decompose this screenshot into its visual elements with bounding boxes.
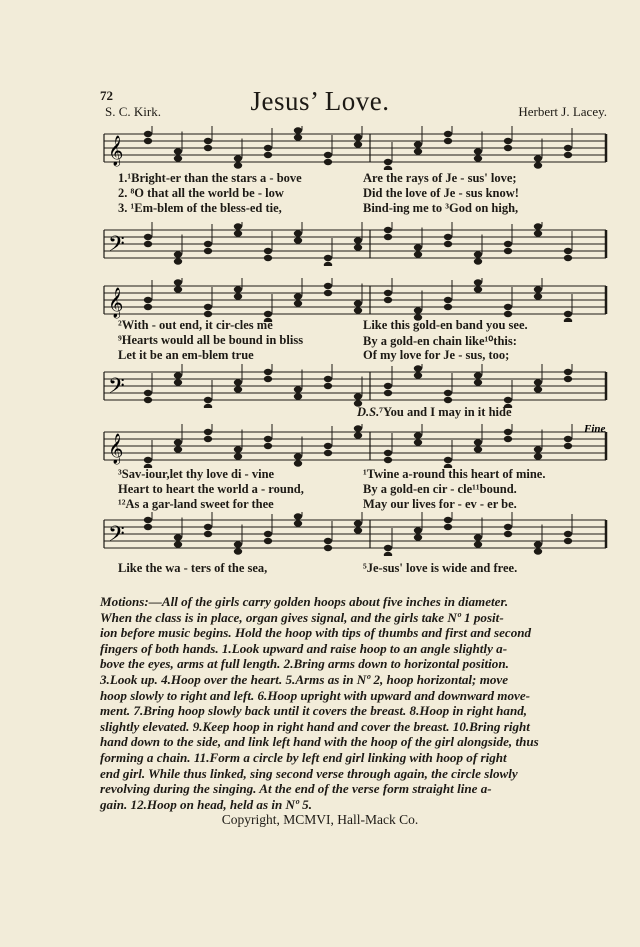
note-head: [204, 138, 212, 144]
note-head: [354, 393, 362, 399]
note-head: [564, 531, 572, 537]
note-head: [354, 141, 362, 147]
note-head: [504, 531, 512, 537]
note-head: [384, 297, 392, 303]
note-head: [354, 300, 362, 306]
note-head: [234, 155, 242, 161]
note-head: [264, 531, 272, 537]
note-head: [384, 450, 392, 456]
note-head: [564, 248, 572, 254]
staff-lines: [104, 424, 606, 468]
note-head: [504, 397, 512, 403]
note-head: [564, 436, 572, 442]
note-head: [474, 279, 482, 285]
treble-staff-system-2: [96, 278, 610, 322]
note-head: [294, 237, 302, 243]
note-head: [324, 376, 332, 382]
note-head: [504, 145, 512, 151]
note-head: [174, 258, 182, 264]
motions-line: ion before music begins. Hold the hoop with tips of thumbs and first and second: [100, 625, 532, 641]
lyric-left: ²With - out end, it cir-cles me: [118, 318, 273, 332]
note-head: [414, 372, 422, 378]
lyric-left: Like the wa - ters of the sea,: [118, 561, 268, 575]
note-head: [504, 241, 512, 247]
note-head: [354, 237, 362, 243]
note-head: [234, 293, 242, 299]
note-head: [234, 541, 242, 547]
note-head: [204, 524, 212, 530]
note-head: [234, 223, 242, 229]
lyric-right: Are the rays of Je - sus' love;: [363, 171, 517, 185]
note-head: [414, 148, 422, 154]
note-head: [504, 304, 512, 310]
note-head: [144, 397, 152, 403]
note-head: [534, 162, 542, 168]
note-head: [294, 134, 302, 140]
note-head: [144, 304, 152, 310]
motions-text: [100, 594, 616, 812]
note-head: [144, 131, 152, 137]
staff-lines: [104, 222, 606, 266]
treble-clef-icon: 𝄞: [108, 288, 124, 318]
note-head: [534, 453, 542, 459]
note-head: [384, 457, 392, 463]
composer-left: S. C. Kirk.: [105, 104, 161, 119]
note-head: [264, 538, 272, 544]
lyric-left: ³Sav-iour,let thy love di - vine: [118, 467, 275, 481]
note-head: [564, 443, 572, 449]
note-head: [414, 432, 422, 438]
note-head: [234, 548, 242, 554]
note-head: [414, 141, 422, 147]
note-head: [384, 390, 392, 396]
note-head: [444, 234, 452, 240]
hymn-title: Jesus’ Love.: [250, 86, 390, 116]
note-head: [264, 311, 272, 317]
note-head: [354, 527, 362, 533]
note-head: [204, 145, 212, 151]
note-head: [234, 286, 242, 292]
note-head: [204, 531, 212, 537]
ds-text: ⁷You and I may in it hide: [379, 405, 512, 419]
note-head: [444, 297, 452, 303]
motions-line: revolving during the singing. At the end of the verse form straight line a-: [100, 781, 492, 797]
note-head: [324, 545, 332, 551]
lyric-line: [112, 318, 602, 333]
motions-line: bove the eyes, arms at full length. 2.Bring arms down to horizontal position.: [100, 656, 509, 672]
note-head: [324, 152, 332, 158]
lyric-line: [112, 333, 602, 349]
motions-line: hoop slowly to right and left. 6.Hoop upright with upward and downward move-: [100, 687, 530, 703]
note-head: [294, 453, 302, 459]
bass-clef-icon: 𝄢: [108, 374, 125, 404]
note-head: [414, 244, 422, 250]
note-head: [234, 386, 242, 392]
note-head: [444, 131, 452, 137]
note-head: [204, 241, 212, 247]
lyric-right: Bind-ing me to ³God on high,: [363, 201, 519, 215]
lyric-left: Let it be an em-blem true: [118, 348, 254, 362]
note-head: [174, 251, 182, 257]
note-head: [144, 517, 152, 523]
motions-line: fingers of both hands. 1.Look upward and raise hoop to an angle slightly a-: [100, 640, 508, 656]
note-head: [174, 446, 182, 452]
note-head: [384, 552, 392, 556]
lyric-right: ⁵Je-sus' love is wide and free.: [363, 561, 518, 575]
note-head: [504, 436, 512, 442]
lyric-right: Of my love for Je - sus, too;: [363, 348, 510, 362]
note-head: [174, 148, 182, 154]
note-head: [414, 365, 422, 371]
note-head: [234, 162, 242, 168]
note-head: [234, 379, 242, 385]
bass-staff-system-2: [96, 364, 610, 408]
note-head: [204, 304, 212, 310]
note-head: [354, 520, 362, 526]
note-head: [474, 148, 482, 154]
note-head: [414, 534, 422, 540]
note-head: [504, 248, 512, 254]
note-head: [534, 541, 542, 547]
note-head: [564, 145, 572, 151]
note-head: [144, 241, 152, 247]
note-head: [294, 293, 302, 299]
note-head: [444, 524, 452, 530]
page-number: 72: [100, 88, 113, 103]
note-head: [264, 436, 272, 442]
note-head: [444, 241, 452, 247]
note-head: [534, 548, 542, 554]
note-head: [174, 372, 182, 378]
note-head: [294, 386, 302, 392]
staff-lines: [104, 364, 606, 408]
note-head: [174, 541, 182, 547]
note-head: [414, 439, 422, 445]
note-head: [234, 453, 242, 459]
motions-line: Motions:—All of the girls carry golden hoops about five inches in diameter.: [100, 594, 509, 609]
motions-line: forming a chain. 11.Form a circle by left end girl linking with hoop of right: [100, 749, 507, 765]
lyric-right: Did the love of Je - sus know!: [363, 186, 519, 200]
note-head: [204, 311, 212, 317]
lyric-line: [112, 561, 602, 576]
note-head: [204, 248, 212, 254]
note-head: [354, 134, 362, 140]
note-head: [474, 155, 482, 161]
bass-clef-icon: 𝄢: [108, 232, 125, 262]
note-head: [384, 383, 392, 389]
note-head: [474, 446, 482, 452]
note-head: [174, 534, 182, 540]
note-head: [264, 369, 272, 375]
note-head: [144, 457, 152, 463]
note-head: [174, 286, 182, 292]
note-head: [564, 311, 572, 317]
note-head: [444, 457, 452, 463]
note-head: [384, 545, 392, 551]
ds-label: D.S.: [357, 405, 380, 419]
note-head: [234, 230, 242, 236]
note-head: [384, 290, 392, 296]
note-head: [294, 300, 302, 306]
lyric-left: 1.¹Bright-er than the stars a - bove: [118, 171, 302, 185]
note-head: [324, 262, 332, 266]
lyric-line: [112, 201, 602, 216]
note-head: [414, 251, 422, 257]
note-head: [354, 244, 362, 250]
note-head: [324, 538, 332, 544]
note-head: [504, 429, 512, 435]
note-head: [474, 534, 482, 540]
note-head: [534, 155, 542, 161]
note-head: [144, 138, 152, 144]
treble-clef-icon: 𝄞: [108, 434, 124, 464]
note-head: [174, 379, 182, 385]
note-head: [264, 152, 272, 158]
fine-label: Fine: [584, 424, 606, 435]
note-head: [444, 397, 452, 403]
staff-lines: [104, 126, 606, 170]
note-head: [354, 425, 362, 431]
note-head: [294, 520, 302, 526]
note-head: [474, 286, 482, 292]
note-head: [534, 446, 542, 452]
note-head: [294, 127, 302, 133]
treble-staff-system-1: [96, 126, 610, 170]
note-head: [534, 286, 542, 292]
motions-line: ment. 7.Bring hoop slowly back until it covers the breast. 8.Hoop in right hand,: [100, 703, 528, 719]
motions-line: 3.Look up. 4.Hoop over the heart. 5.Arms as in Nº 2, hoop horizontal; move: [100, 671, 509, 687]
lyric-line: [112, 497, 602, 512]
lyric-left: ⁹Hearts would all be bound in bliss: [118, 333, 304, 347]
note-head: [144, 297, 152, 303]
note-head: [174, 439, 182, 445]
motions-line: When the class is in place, organ gives signal, and the girls take Nº 1 posit-: [100, 609, 504, 625]
motions-line: hand down to the side, and link left hand with the hoop of the girl alongside, thus: [100, 734, 539, 750]
note-head: [564, 152, 572, 158]
note-head: [534, 379, 542, 385]
note-head: [324, 159, 332, 165]
note-head: [444, 304, 452, 310]
note-head: [564, 376, 572, 382]
note-head: [144, 390, 152, 396]
note-head: [324, 283, 332, 289]
lyric-left: Heart to heart the world a - round,: [118, 482, 304, 496]
note-head: [144, 524, 152, 530]
lyric-left: 2. ⁸O that all the world be - low: [118, 186, 284, 200]
note-head: [444, 390, 452, 396]
note-head: [504, 524, 512, 530]
note-head: [474, 379, 482, 385]
note-head: [204, 436, 212, 442]
note-head: [354, 432, 362, 438]
note-head: [444, 517, 452, 523]
note-head: [324, 443, 332, 449]
lyric-left: 3. ¹Em-blem of the bless-ed tie,: [118, 201, 282, 215]
note-head: [264, 443, 272, 449]
note-head: [534, 293, 542, 299]
note-head: [144, 234, 152, 240]
staff-lines: [104, 512, 606, 556]
note-head: [354, 307, 362, 313]
note-head: [264, 145, 272, 151]
staff-lines: [104, 278, 606, 322]
composer-right: Herbert J. Lacey.: [518, 104, 607, 119]
motions-line: gain. 12.Hoop on head, held as in Nº 5.: [100, 796, 312, 812]
note-head: [564, 538, 572, 544]
bass-staff-system-1: [96, 222, 610, 266]
treble-staff-system-3: [96, 424, 610, 468]
note-head: [534, 223, 542, 229]
note-head: [264, 255, 272, 261]
note-head: [384, 234, 392, 240]
note-head: [324, 450, 332, 456]
bass-clef-icon: 𝄢: [108, 522, 125, 552]
bass-staff-system-3: [96, 512, 610, 556]
note-head: [174, 279, 182, 285]
note-head: [474, 439, 482, 445]
note-head: [564, 369, 572, 375]
lyric-right: By a gold-en chain like¹⁰this:: [363, 334, 517, 348]
motions-line: end girl. While thus linked, sing second verse through again, the circle slowly: [100, 765, 518, 781]
note-head: [414, 527, 422, 533]
note-head: [324, 290, 332, 296]
lyric-right: Like this gold-en band you see.: [363, 318, 528, 332]
treble-clef-icon: 𝄞: [108, 136, 124, 166]
note-head: [264, 248, 272, 254]
lyric-right: May our lives for - ev - er be.: [363, 497, 517, 511]
note-head: [384, 166, 392, 170]
note-head: [474, 258, 482, 264]
ds-line: [112, 405, 602, 420]
note-head: [534, 386, 542, 392]
note-head: [294, 460, 302, 466]
note-head: [324, 255, 332, 261]
copyright-line: Copyright, MCMVI, Hall-Mack Co.: [221, 812, 419, 827]
lyric-line: [112, 467, 602, 482]
lyric-right: By a gold-en cir - cle¹¹bound.: [363, 482, 517, 496]
lyric-line: [112, 171, 602, 186]
note-head: [324, 383, 332, 389]
lyric-left: ¹²As a gar-land sweet for thee: [118, 497, 274, 511]
motions-line: slightly elevated. 9.Keep hoop in right hand and cover the breast. 10.Bring right: [100, 718, 530, 734]
note-head: [474, 372, 482, 378]
note-head: [294, 393, 302, 399]
note-head: [564, 255, 572, 261]
note-head: [504, 138, 512, 144]
note-head: [444, 138, 452, 144]
note-head: [294, 513, 302, 519]
lyric-right: ¹Twine a-round this heart of mine.: [363, 467, 546, 481]
note-head: [234, 446, 242, 452]
note-head: [174, 155, 182, 161]
note-head: [204, 397, 212, 403]
note-head: [534, 230, 542, 236]
note-head: [264, 376, 272, 382]
note-head: [414, 307, 422, 313]
lyric-line: [112, 186, 602, 201]
note-head: [474, 541, 482, 547]
note-head: [294, 230, 302, 236]
note-head: [504, 311, 512, 317]
note-head: [384, 159, 392, 165]
note-head: [384, 227, 392, 233]
note-head: [474, 251, 482, 257]
lyric-line: [112, 348, 602, 363]
lyric-line: [112, 482, 602, 497]
note-head: [204, 429, 212, 435]
